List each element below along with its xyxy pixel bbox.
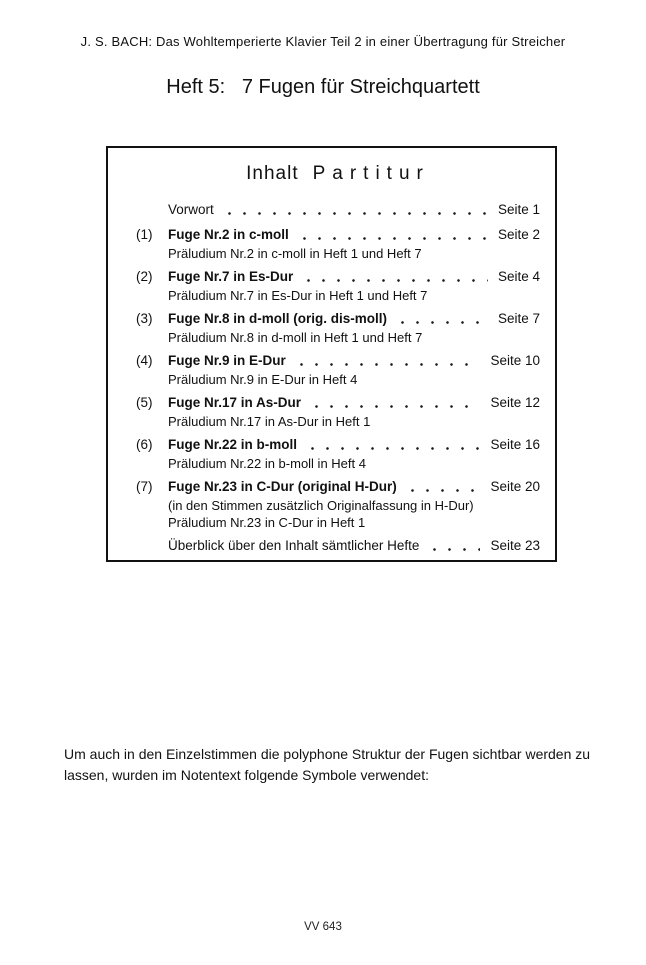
toc-entry-number: (2) bbox=[136, 269, 153, 284]
toc-entry-title: Fuge Nr.23 in C-Dur (original H-Dur) bbox=[168, 479, 397, 494]
note-paragraph: Um auch in den Einzelstimmen die polyphone Struktur der Fugen sichtbar werden zu lassen, wurden im Notentext folgende Symbole verwendet: bbox=[64, 746, 591, 783]
toc-entry-page: Seite 2 bbox=[497, 227, 540, 242]
toc-entry bbox=[136, 477, 540, 531]
toc-leader-dots bbox=[297, 225, 488, 245]
toc-entry-number: (7) bbox=[136, 479, 153, 494]
toc-entry-subtitle: Präludium Nr.22 in b-moll in Heft 4 bbox=[168, 456, 366, 471]
toc-entry-number: (1) bbox=[136, 227, 153, 242]
toc-entry-main-line bbox=[136, 225, 540, 245]
toc-entry bbox=[136, 267, 540, 304]
toc-entry-subtitle: Präludium Nr.8 in d-moll in Heft 1 und Heft 7 bbox=[168, 330, 423, 345]
toc-entry-title: Überblick über den Inhalt sämtlicher Hefte bbox=[168, 538, 420, 553]
toc-entry-page: Seite 4 bbox=[497, 269, 540, 284]
toc-entry-subtitle: Präludium Nr.17 in As-Dur in Heft 1 bbox=[168, 414, 371, 429]
toc-entry-title: Fuge Nr.22 in b-moll bbox=[168, 437, 298, 452]
toc-entry-main-line bbox=[136, 435, 540, 455]
toc-entry-main-line bbox=[136, 477, 540, 497]
toc-entry-page: Seite 10 bbox=[490, 353, 540, 368]
toc-heading bbox=[136, 162, 540, 186]
toc-entry-title: Fuge Nr.7 in Es-Dur bbox=[168, 269, 294, 284]
toc-leader-dots bbox=[427, 536, 480, 556]
toc-entry bbox=[136, 393, 540, 430]
toc-leader-dots bbox=[405, 477, 481, 497]
toc-entry bbox=[136, 200, 540, 220]
toc-entry-main-line bbox=[136, 536, 540, 556]
toc-entry-page: Seite 20 bbox=[490, 479, 540, 494]
toc-entry bbox=[136, 309, 540, 346]
document-header: J. S. BACH: Das Wohltemperierte Klavier Teil 2 in einer Übertragung für Streicher bbox=[80, 34, 566, 49]
toc-entry-number: (4) bbox=[136, 353, 153, 368]
document-title: Heft 5: 7 Fugen für Streichquartett bbox=[166, 76, 480, 98]
toc-entry-main-line bbox=[136, 267, 540, 287]
toc-entry-page: Seite 7 bbox=[497, 311, 540, 326]
toc-entry-title: Vorwort bbox=[168, 202, 214, 217]
toc-entry-page: Seite 23 bbox=[490, 538, 540, 553]
toc-leader-dots bbox=[222, 200, 488, 220]
toc-entry-subtitle: Präludium Nr.2 in c-moll in Heft 1 und Heft 7 bbox=[168, 246, 422, 261]
toc-heading-word-inhalt: Inhalt bbox=[246, 163, 299, 184]
toc-entry-number: (5) bbox=[136, 395, 153, 410]
toc-entry-subtitle: (in den Stimmen zusätzlich Originalfassung in H-Dur) bbox=[168, 498, 474, 513]
toc-leader-dots bbox=[309, 393, 480, 413]
toc-leader-dots bbox=[305, 435, 480, 455]
toc-entry-page: Seite 16 bbox=[490, 437, 540, 452]
toc-entry-main-line bbox=[136, 309, 540, 329]
toc-heading-word-partitur: Partitur bbox=[312, 163, 430, 184]
toc-entry-title: Fuge Nr.8 in d-moll (orig. dis-moll) bbox=[168, 311, 387, 326]
toc-entry bbox=[136, 435, 540, 472]
toc-entry-number: (6) bbox=[136, 437, 153, 452]
toc-entry-title: Fuge Nr.2 in c-moll bbox=[168, 227, 289, 242]
plate-number: VV 643 bbox=[304, 921, 342, 933]
toc-leader-dots bbox=[395, 309, 488, 329]
toc-entry-title: Fuge Nr.9 in E-Dur bbox=[168, 353, 286, 368]
toc-entry-subtitle: Präludium Nr.9 in E-Dur in Heft 4 bbox=[168, 372, 358, 387]
toc-entry-subtitle: Präludium Nr.7 in Es-Dur in Heft 1 und Heft 7 bbox=[168, 288, 428, 303]
toc-leader-dots bbox=[301, 267, 488, 287]
toc-entry bbox=[136, 351, 540, 388]
toc-entry-main-line bbox=[136, 200, 540, 220]
toc-entries bbox=[136, 200, 540, 556]
toc-entry-page: Seite 1 bbox=[497, 202, 540, 217]
toc-entry-subtitle: Präludium Nr.23 in C-Dur in Heft 1 bbox=[168, 515, 366, 530]
toc-box bbox=[106, 146, 557, 562]
toc-entry-title: Fuge Nr.17 in As-Dur bbox=[168, 395, 302, 410]
toc-entry bbox=[136, 225, 540, 262]
toc-entry-main-line bbox=[136, 393, 540, 413]
toc-leader-dots bbox=[294, 351, 481, 371]
toc-entry-page: Seite 12 bbox=[490, 395, 540, 410]
toc-entry bbox=[136, 536, 540, 556]
toc-entry-main-line bbox=[136, 351, 540, 371]
toc-entry-number: (3) bbox=[136, 311, 153, 326]
